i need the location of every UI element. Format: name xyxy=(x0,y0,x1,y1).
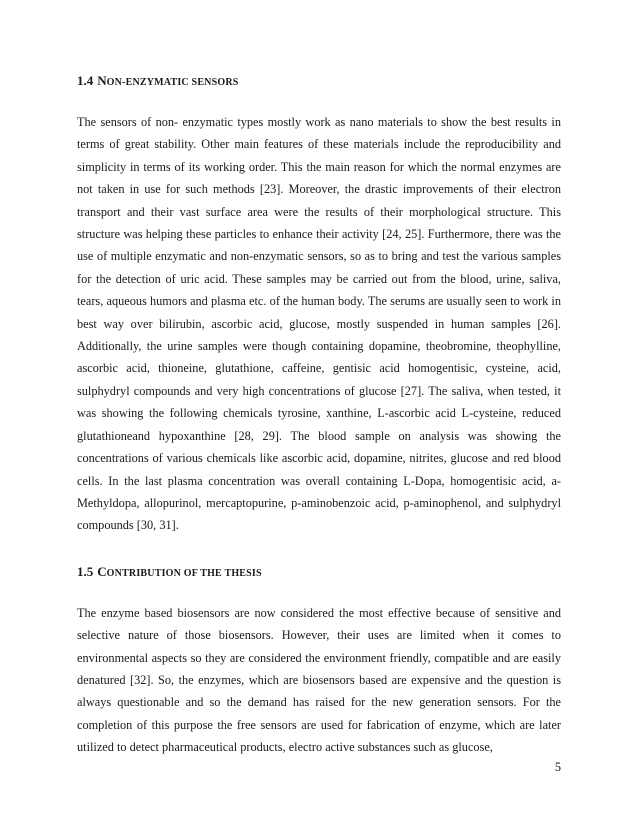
document-page xyxy=(77,66,561,759)
section-number: 1.5 xyxy=(77,563,94,579)
section-title-rest: ONTRIBUTION OF THE THESIS xyxy=(106,567,262,579)
section-1-4-paragraph: The sensors of non- enzymatic types mostly work as nano materials to show the best results in terms of great stability. Other main features of these materials include the reproducibility and simplicity in terms of its working order. This the main reason for which the normal enzymes are not taken in use for such methods [23]. Moreover, the drastic improvements of their electron transport and their vast surface area were the results of their morphological structure. This structure was helping these particles to enhance their activity [24, 25]. Furthermore, there was the use of multiple enzymatic and non-enzymatic sensors, so as to bring and test the various samples for the detection of uric acid. These samples may be carried out from the blood, urine, saliva, tears, aqueous humors and plasma etc. of the human body. The serums are usually seen to work in best way over bilirubin, ascorbic acid, glucose, mostly suspended in human samples [26]. Additionally, the urine samples were though containing dopamine, theobromine, theophylline, ascorbic acid, thioneine, glutathione, caffeine, gentisic acid homogentisic, cysteine, acid, sulphydryl compounds and very high concentrations of glucose [27]. The saliva, when tested, it was showing the following chemicals tyrosine, xanthine, L-ascorbic acid L-cysteine, reduced glutathioneand hypoxanthine [28, 29]. The blood sample on analysis was showing the concentrations of various chemicals like ascorbic acid, dopamine, nitrites, glucose and red blood cells. In the last plasma concentration was overall containing L-Dopa, homogentisic acid, a-Methyldopa, allopurinol, mercaptopurine, p-aminobenzoic acid, p-aminophenol, and sulphydryl compounds [30, 31]. xyxy=(77,115,561,533)
section-1-5-paragraph: The enzyme based biosensors are now considered the most effective because of sensitive and selective nature of those biosensors. However, their uses are limited when it comes to environmental aspects so they are considered the environment friendly, compatible and are easily denatured [32]. So, the enzymes, which are biosensors based are expensive and the question is always questionable and so the demand has raised for the new generation sensors. For the completion of this purpose the free sensors are used for fabrication of enzyme, which are later utilized to detect pharmaceutical products, electro active substances such as glucose, xyxy=(77,605,561,755)
section-title-initial: N xyxy=(97,73,107,88)
page-number: 5 xyxy=(554,760,561,774)
section-heading-1-4 xyxy=(77,72,561,92)
section-title-rest: ON-ENZYMATIC SENSORS xyxy=(106,77,239,88)
section-heading-1-5 xyxy=(77,563,561,583)
section-title-initial: C xyxy=(97,563,107,579)
section-number: 1.4 xyxy=(77,73,94,88)
